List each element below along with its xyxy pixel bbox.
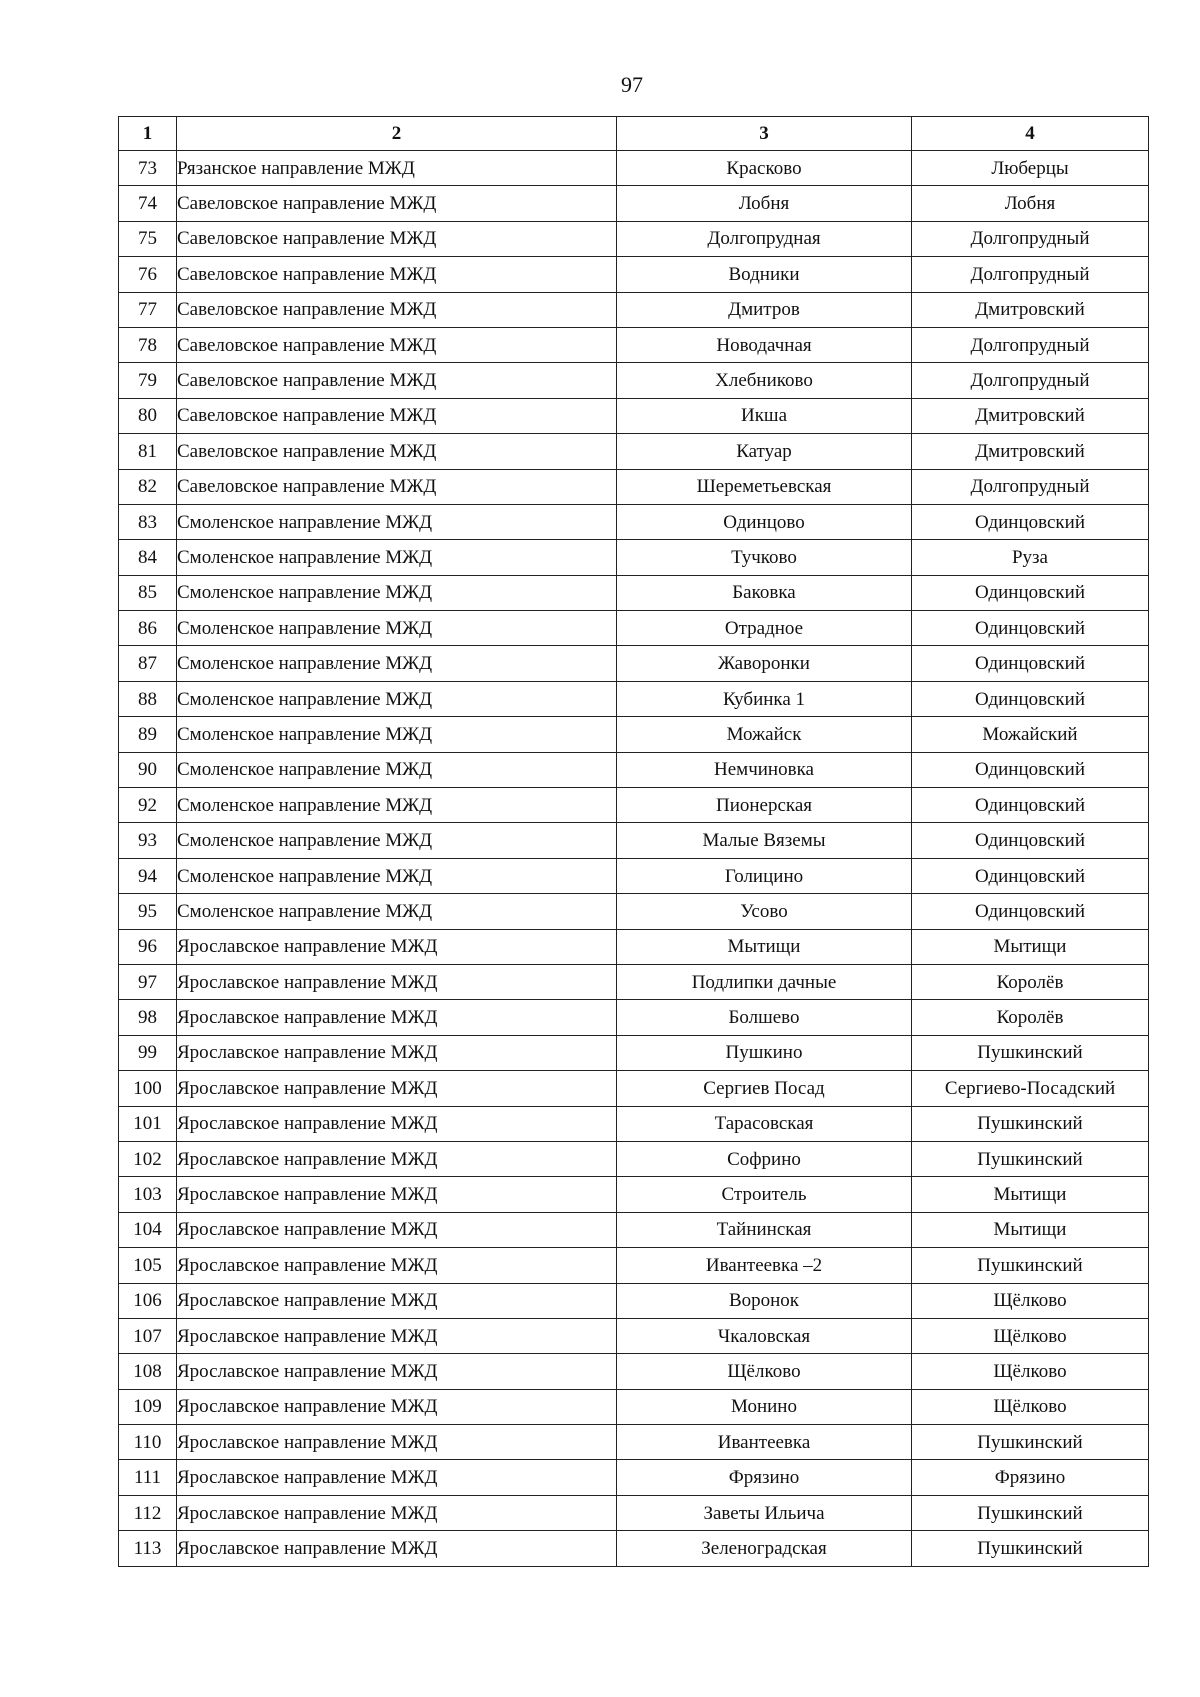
row-number-cell: 88 [119, 681, 177, 716]
table-row [119, 434, 1149, 469]
station-cell: Дмитров [617, 292, 912, 327]
station-cell: Тайнинская [617, 1212, 912, 1247]
table-row [119, 717, 1149, 752]
district-cell: Долгопрудный [912, 363, 1149, 398]
direction-cell: Рязанское направление МЖД [177, 151, 617, 186]
district-cell: Люберцы [912, 151, 1149, 186]
station-cell: Заветы Ильича [617, 1495, 912, 1530]
row-number-cell: 97 [119, 964, 177, 999]
row-number-cell: 102 [119, 1141, 177, 1176]
district-cell: Долгопрудный [912, 327, 1149, 362]
table-header-row [119, 117, 1149, 151]
direction-cell: Смоленское направление МЖД [177, 894, 617, 929]
table-row [119, 858, 1149, 893]
table-row [119, 1495, 1149, 1530]
station-cell: Монино [617, 1389, 912, 1424]
table-row [119, 964, 1149, 999]
row-number-cell: 73 [119, 151, 177, 186]
table-row [119, 1425, 1149, 1460]
district-cell: Щёлково [912, 1318, 1149, 1353]
direction-cell: Смоленское направление МЖД [177, 504, 617, 539]
row-number-cell: 92 [119, 788, 177, 823]
row-number-cell: 80 [119, 398, 177, 433]
table-row [119, 823, 1149, 858]
column-header-number: 1 [119, 117, 177, 151]
station-cell: Икша [617, 398, 912, 433]
station-cell: Пионерская [617, 788, 912, 823]
district-cell: Дмитровский [912, 398, 1149, 433]
direction-cell: Ярославское направление МЖД [177, 1495, 617, 1530]
table-row [119, 1000, 1149, 1035]
table-row [119, 1035, 1149, 1070]
table-row [119, 1106, 1149, 1141]
district-cell: Долгопрудный [912, 221, 1149, 256]
district-cell: Щёлково [912, 1389, 1149, 1424]
district-cell: Пушкинский [912, 1106, 1149, 1141]
table-row [119, 1318, 1149, 1353]
direction-cell: Смоленское направление МЖД [177, 611, 617, 646]
table-row [119, 788, 1149, 823]
station-cell: Лобня [617, 186, 912, 221]
direction-cell: Ярославское направление МЖД [177, 964, 617, 999]
table-row [119, 327, 1149, 362]
station-cell: Зеленоградская [617, 1531, 912, 1566]
direction-cell: Смоленское направление МЖД [177, 540, 617, 575]
station-cell: Красково [617, 151, 912, 186]
table-row [119, 398, 1149, 433]
row-number-cell: 112 [119, 1495, 177, 1530]
direction-cell: Савеловское направление МЖД [177, 186, 617, 221]
row-number-cell: 82 [119, 469, 177, 504]
row-number-cell: 103 [119, 1177, 177, 1212]
district-cell: Одинцовский [912, 575, 1149, 610]
row-number-cell: 84 [119, 540, 177, 575]
station-cell: Чкаловская [617, 1318, 912, 1353]
station-cell: Подлипки дачные [617, 964, 912, 999]
district-cell: Долгопрудный [912, 257, 1149, 292]
direction-cell: Ярославское направление МЖД [177, 1248, 617, 1283]
row-number-cell: 111 [119, 1460, 177, 1495]
station-cell: Пушкино [617, 1035, 912, 1070]
table-row [119, 292, 1149, 327]
table-row [119, 752, 1149, 787]
row-number-cell: 81 [119, 434, 177, 469]
station-cell: Малые Вяземы [617, 823, 912, 858]
district-cell: Мытищи [912, 1212, 1149, 1247]
row-number-cell: 105 [119, 1248, 177, 1283]
district-cell: Пушкинский [912, 1035, 1149, 1070]
direction-cell: Ярославское направление МЖД [177, 1212, 617, 1247]
column-header-district: 4 [912, 117, 1149, 151]
station-cell: Воронок [617, 1283, 912, 1318]
row-number-cell: 95 [119, 894, 177, 929]
station-cell: Фрязино [617, 1460, 912, 1495]
station-cell: Катуар [617, 434, 912, 469]
direction-cell: Савеловское направление МЖД [177, 221, 617, 256]
table-row [119, 1531, 1149, 1566]
direction-cell: Смоленское направление МЖД [177, 575, 617, 610]
station-cell: Софрино [617, 1141, 912, 1176]
direction-cell: Ярославское направление МЖД [177, 1071, 617, 1106]
district-cell: Долгопрудный [912, 469, 1149, 504]
district-cell: Королёв [912, 1000, 1149, 1035]
station-cell: Голицино [617, 858, 912, 893]
district-cell: Королёв [912, 964, 1149, 999]
direction-cell: Ярославское направление МЖД [177, 1425, 617, 1460]
district-cell: Одинцовский [912, 752, 1149, 787]
table-row [119, 504, 1149, 539]
table-row [119, 894, 1149, 929]
table-body [119, 151, 1149, 1567]
table-row [119, 611, 1149, 646]
direction-cell: Ярославское направление МЖД [177, 1141, 617, 1176]
direction-cell: Савеловское направление МЖД [177, 363, 617, 398]
station-cell: Водники [617, 257, 912, 292]
district-cell: Щёлково [912, 1354, 1149, 1389]
stations-table [118, 116, 1149, 1567]
table-row [119, 469, 1149, 504]
row-number-cell: 83 [119, 504, 177, 539]
row-number-cell: 87 [119, 646, 177, 681]
direction-cell: Ярославское направление МЖД [177, 1177, 617, 1212]
station-cell: Мытищи [617, 929, 912, 964]
row-number-cell: 99 [119, 1035, 177, 1070]
district-cell: Щёлково [912, 1283, 1149, 1318]
direction-cell: Савеловское направление МЖД [177, 434, 617, 469]
table-row [119, 575, 1149, 610]
row-number-cell: 106 [119, 1283, 177, 1318]
district-cell: Лобня [912, 186, 1149, 221]
table-row [119, 929, 1149, 964]
table-row [119, 257, 1149, 292]
station-cell: Кубинка 1 [617, 681, 912, 716]
station-cell: Можайск [617, 717, 912, 752]
row-number-cell: 98 [119, 1000, 177, 1035]
district-cell: Пушкинский [912, 1425, 1149, 1460]
station-cell: Ивантеевка [617, 1425, 912, 1460]
row-number-cell: 75 [119, 221, 177, 256]
station-cell: Отрадное [617, 611, 912, 646]
district-cell: Дмитровский [912, 434, 1149, 469]
district-cell: Одинцовский [912, 681, 1149, 716]
row-number-cell: 104 [119, 1212, 177, 1247]
district-cell: Руза [912, 540, 1149, 575]
table-row [119, 1283, 1149, 1318]
district-cell: Одинцовский [912, 823, 1149, 858]
station-cell: Долгопрудная [617, 221, 912, 256]
table-row [119, 363, 1149, 398]
table-row [119, 1248, 1149, 1283]
direction-cell: Смоленское направление МЖД [177, 823, 617, 858]
table-row [119, 1389, 1149, 1424]
column-header-station: 3 [617, 117, 912, 151]
station-cell: Болшево [617, 1000, 912, 1035]
direction-cell: Ярославское направление МЖД [177, 1283, 617, 1318]
row-number-cell: 113 [119, 1531, 177, 1566]
station-cell: Баковка [617, 575, 912, 610]
district-cell: Дмитровский [912, 292, 1149, 327]
table-row [119, 1354, 1149, 1389]
direction-cell: Смоленское направление МЖД [177, 752, 617, 787]
station-cell: Ивантеевка –2 [617, 1248, 912, 1283]
row-number-cell: 89 [119, 717, 177, 752]
row-number-cell: 94 [119, 858, 177, 893]
direction-cell: Ярославское направление МЖД [177, 1354, 617, 1389]
direction-cell: Ярославское направление МЖД [177, 1318, 617, 1353]
station-cell: Щёлково [617, 1354, 912, 1389]
row-number-cell: 96 [119, 929, 177, 964]
direction-cell: Савеловское направление МЖД [177, 398, 617, 433]
district-cell: Можайский [912, 717, 1149, 752]
station-cell: Жаворонки [617, 646, 912, 681]
table-row [119, 186, 1149, 221]
station-cell: Новодачная [617, 327, 912, 362]
direction-cell: Ярославское направление МЖД [177, 1000, 617, 1035]
row-number-cell: 107 [119, 1318, 177, 1353]
station-cell: Хлебниково [617, 363, 912, 398]
row-number-cell: 85 [119, 575, 177, 610]
row-number-cell: 101 [119, 1106, 177, 1141]
table-row [119, 221, 1149, 256]
direction-cell: Смоленское направление МЖД [177, 858, 617, 893]
district-cell: Мытищи [912, 929, 1149, 964]
district-cell: Пушкинский [912, 1248, 1149, 1283]
row-number-cell: 79 [119, 363, 177, 398]
direction-cell: Ярославское направление МЖД [177, 929, 617, 964]
table-row [119, 681, 1149, 716]
column-header-direction: 2 [177, 117, 617, 151]
direction-cell: Савеловское направление МЖД [177, 327, 617, 362]
direction-cell: Ярославское направление МЖД [177, 1106, 617, 1141]
row-number-cell: 90 [119, 752, 177, 787]
row-number-cell: 100 [119, 1071, 177, 1106]
table-row [119, 1460, 1149, 1495]
row-number-cell: 86 [119, 611, 177, 646]
table-row [119, 151, 1149, 186]
direction-cell: Ярославское направление МЖД [177, 1531, 617, 1566]
station-cell: Немчиновка [617, 752, 912, 787]
table-row [119, 1141, 1149, 1176]
station-cell: Тарасовская [617, 1106, 912, 1141]
table-row [119, 1071, 1149, 1106]
station-cell: Одинцово [617, 504, 912, 539]
station-cell: Сергиев Посад [617, 1071, 912, 1106]
district-cell: Пушкинский [912, 1495, 1149, 1530]
row-number-cell: 109 [119, 1389, 177, 1424]
station-cell: Шереметьевская [617, 469, 912, 504]
district-cell: Сергиево-Посадский [912, 1071, 1149, 1106]
row-number-cell: 108 [119, 1354, 177, 1389]
station-cell: Строитель [617, 1177, 912, 1212]
table-row [119, 646, 1149, 681]
row-number-cell: 77 [119, 292, 177, 327]
station-cell: Тучково [617, 540, 912, 575]
row-number-cell: 93 [119, 823, 177, 858]
direction-cell: Смоленское направление МЖД [177, 717, 617, 752]
direction-cell: Ярославское направление МЖД [177, 1460, 617, 1495]
direction-cell: Смоленское направление МЖД [177, 681, 617, 716]
district-cell: Мытищи [912, 1177, 1149, 1212]
district-cell: Одинцовский [912, 646, 1149, 681]
district-cell: Одинцовский [912, 858, 1149, 893]
station-cell: Усово [617, 894, 912, 929]
table-row [119, 1177, 1149, 1212]
table-row [119, 540, 1149, 575]
district-cell: Одинцовский [912, 504, 1149, 539]
district-cell: Пушкинский [912, 1141, 1149, 1176]
table-row [119, 1212, 1149, 1247]
direction-cell: Савеловское направление МЖД [177, 257, 617, 292]
direction-cell: Савеловское направление МЖД [177, 292, 617, 327]
row-number-cell: 78 [119, 327, 177, 362]
row-number-cell: 110 [119, 1425, 177, 1460]
direction-cell: Ярославское направление МЖД [177, 1035, 617, 1070]
row-number-cell: 74 [119, 186, 177, 221]
row-number-cell: 76 [119, 257, 177, 292]
district-cell: Фрязино [912, 1460, 1149, 1495]
district-cell: Одинцовский [912, 788, 1149, 823]
direction-cell: Смоленское направление МЖД [177, 788, 617, 823]
direction-cell: Ярославское направление МЖД [177, 1389, 617, 1424]
page-number: 97 [621, 72, 643, 97]
direction-cell: Смоленское направление МЖД [177, 646, 617, 681]
district-cell: Пушкинский [912, 1531, 1149, 1566]
district-cell: Одинцовский [912, 611, 1149, 646]
direction-cell: Савеловское направление МЖД [177, 469, 617, 504]
district-cell: Одинцовский [912, 894, 1149, 929]
